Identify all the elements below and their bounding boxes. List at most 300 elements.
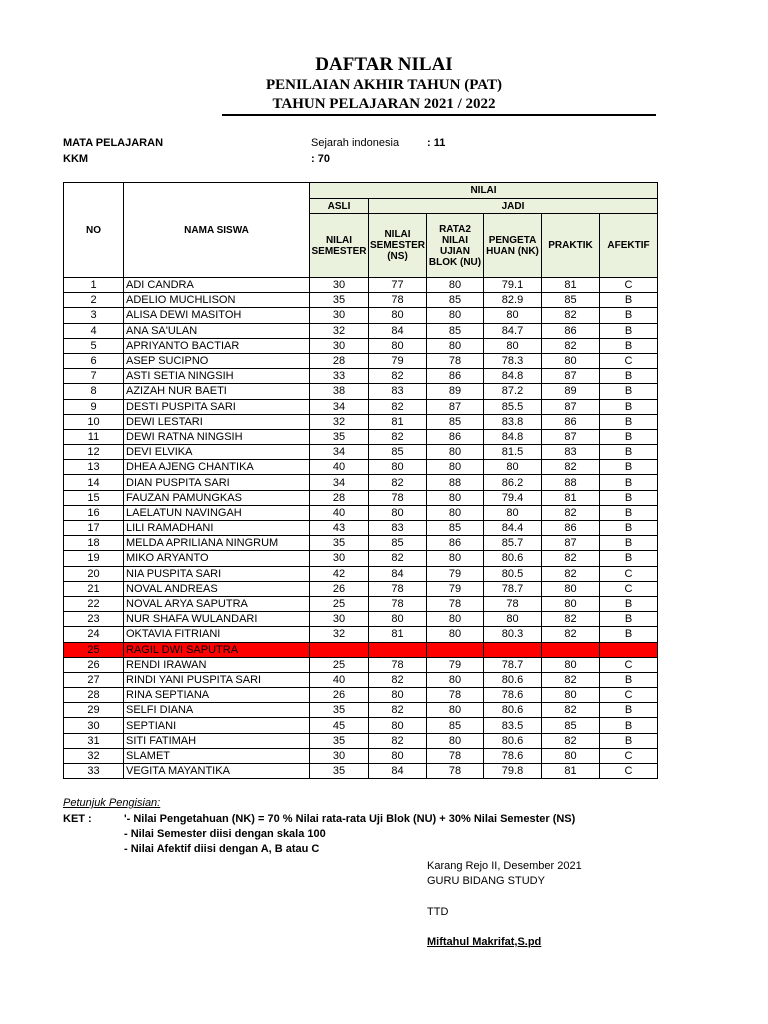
cell-nilai-semester-asli: 40 <box>310 505 369 520</box>
cell-nama-siswa: ASEP SUCIPNO <box>124 353 310 368</box>
cell-praktik: 80 <box>542 748 600 763</box>
cell-nilai-semester-ns: 77 <box>369 278 427 293</box>
cell-pengetahuan-nk: 78.6 <box>484 748 542 763</box>
table-row <box>64 703 658 718</box>
cell-rata2-nu: 80 <box>427 505 484 520</box>
cell-nama-siswa: SELFI DIANA <box>124 703 310 718</box>
cell-nilai-semester-asli: 35 <box>310 536 369 551</box>
cell-no: 7 <box>64 369 124 384</box>
cell-rata2-nu: 85 <box>427 323 484 338</box>
cell-no: 18 <box>64 536 124 551</box>
table-row <box>64 323 658 338</box>
cell-praktik: 83 <box>542 445 600 460</box>
cell-pengetahuan-nk: 81.5 <box>484 445 542 460</box>
cell-no: 23 <box>64 612 124 627</box>
cell-pengetahuan-nk: 82.9 <box>484 293 542 308</box>
class-value: : 11 <box>427 137 446 149</box>
cell-no: 4 <box>64 323 124 338</box>
cell-nilai-semester-asli <box>310 642 369 657</box>
cell-nilai-semester-ns <box>369 642 427 657</box>
cell-nilai-semester-asli: 45 <box>310 718 369 733</box>
cell-praktik: 86 <box>542 414 600 429</box>
cell-pengetahuan-nk: 83.5 <box>484 718 542 733</box>
header-rata2-nu: RATA2 NILAI UJIAN BLOK (NU) <box>427 214 484 278</box>
cell-rata2-nu: 80 <box>427 490 484 505</box>
signature-place-date: Karang Rejo II, Desember 2021 <box>427 860 582 872</box>
header-jadi: JADI <box>369 199 658 214</box>
table-row <box>64 429 658 444</box>
cell-pengetahuan-nk: 84.8 <box>484 429 542 444</box>
cell-pengetahuan-nk: 87.2 <box>484 384 542 399</box>
table-row <box>64 338 658 353</box>
cell-afektif: B <box>600 445 658 460</box>
cell-nilai-semester-ns: 82 <box>369 475 427 490</box>
cell-nama-siswa: OKTAVIA FITRIANI <box>124 627 310 642</box>
cell-nilai-semester-ns: 82 <box>369 551 427 566</box>
cell-rata2-nu: 85 <box>427 521 484 536</box>
cell-no: 1 <box>64 278 124 293</box>
cell-pengetahuan-nk: 80.6 <box>484 733 542 748</box>
cell-no: 32 <box>64 748 124 763</box>
cell-no: 11 <box>64 429 124 444</box>
cell-rata2-nu <box>427 642 484 657</box>
cell-no: 27 <box>64 672 124 687</box>
cell-afektif <box>600 642 658 657</box>
cell-rata2-nu: 78 <box>427 353 484 368</box>
cell-rata2-nu: 78 <box>427 764 484 779</box>
cell-afektif: B <box>600 536 658 551</box>
cell-rata2-nu: 80 <box>427 612 484 627</box>
table-row <box>64 353 658 368</box>
cell-nilai-semester-asli: 34 <box>310 475 369 490</box>
cell-nilai-semester-asli: 42 <box>310 566 369 581</box>
cell-nilai-semester-asli: 26 <box>310 581 369 596</box>
cell-praktik: 82 <box>542 338 600 353</box>
cell-rata2-nu: 78 <box>427 688 484 703</box>
cell-nilai-semester-ns: 85 <box>369 536 427 551</box>
cell-no: 30 <box>64 718 124 733</box>
cell-nilai-semester-ns: 84 <box>369 764 427 779</box>
cell-nilai-semester-asli: 33 <box>310 369 369 384</box>
cell-afektif: C <box>600 353 658 368</box>
cell-rata2-nu: 87 <box>427 399 484 414</box>
cell-nilai-semester-asli: 35 <box>310 703 369 718</box>
table-row <box>64 505 658 520</box>
cell-afektif: C <box>600 657 658 672</box>
table-row <box>64 551 658 566</box>
cell-nama-siswa: LAELATUN NAVINGAH <box>124 505 310 520</box>
cell-no: 17 <box>64 521 124 536</box>
cell-no: 6 <box>64 353 124 368</box>
cell-no: 10 <box>64 414 124 429</box>
cell-praktik: 82 <box>542 460 600 475</box>
cell-nilai-semester-ns: 78 <box>369 581 427 596</box>
cell-praktik: 82 <box>542 551 600 566</box>
cell-nilai-semester-asli: 25 <box>310 596 369 611</box>
cell-no: 15 <box>64 490 124 505</box>
cell-rata2-nu: 86 <box>427 536 484 551</box>
cell-afektif: B <box>600 490 658 505</box>
cell-nilai-semester-asli: 38 <box>310 384 369 399</box>
cell-nilai-semester-ns: 78 <box>369 490 427 505</box>
cell-praktik: 87 <box>542 536 600 551</box>
cell-afektif: C <box>600 688 658 703</box>
cell-praktik: 89 <box>542 384 600 399</box>
cell-afektif: B <box>600 399 658 414</box>
cell-pengetahuan-nk: 84.4 <box>484 521 542 536</box>
cell-nilai-semester-ns: 80 <box>369 718 427 733</box>
cell-rata2-nu: 86 <box>427 369 484 384</box>
table-row <box>64 445 658 460</box>
cell-nama-siswa: VEGITA MAYANTIKA <box>124 764 310 779</box>
cell-rata2-nu: 85 <box>427 414 484 429</box>
cell-praktik: 82 <box>542 566 600 581</box>
table-row <box>64 490 658 505</box>
cell-praktik: 88 <box>542 475 600 490</box>
cell-pengetahuan-nk: 84.7 <box>484 323 542 338</box>
header-praktik: PRAKTIK <box>542 214 600 278</box>
cell-nama-siswa: ADI CANDRA <box>124 278 310 293</box>
header-pengetahuan-nk: PENGETA HUAN (NK) <box>484 214 542 278</box>
cell-nilai-semester-asli: 35 <box>310 764 369 779</box>
cell-praktik: 82 <box>542 672 600 687</box>
cell-rata2-nu: 80 <box>427 460 484 475</box>
cell-nilai-semester-asli: 28 <box>310 490 369 505</box>
header-afektif: AFEKTIF <box>600 214 658 278</box>
cell-nama-siswa: APRIYANTO BACTIAR <box>124 338 310 353</box>
cell-no: 25 <box>64 642 124 657</box>
cell-nama-siswa: RAGIL DWI SAPUTRA <box>124 642 310 657</box>
cell-praktik: 82 <box>542 612 600 627</box>
cell-nilai-semester-asli: 40 <box>310 460 369 475</box>
cell-nilai-semester-ns: 79 <box>369 353 427 368</box>
cell-afektif: C <box>600 581 658 596</box>
academic-year: TAHUN PELAJARAN 2021 / 2022 <box>272 96 496 112</box>
cell-nama-siswa: MELDA APRILIANA NINGRUM <box>124 536 310 551</box>
cell-nama-siswa: DEWI RATNA NINGSIH <box>124 429 310 444</box>
cell-nilai-semester-ns: 80 <box>369 338 427 353</box>
cell-nama-siswa: NOVAL ANDREAS <box>124 581 310 596</box>
table-row <box>64 278 658 293</box>
cell-nama-siswa: ADELIO MUCHLISON <box>124 293 310 308</box>
cell-praktik: 86 <box>542 323 600 338</box>
cell-nilai-semester-ns: 82 <box>369 429 427 444</box>
cell-nilai-semester-ns: 83 <box>369 521 427 536</box>
cell-nama-siswa: NOVAL ARYA SAPUTRA <box>124 596 310 611</box>
cell-no: 3 <box>64 308 124 323</box>
cell-nama-siswa: RENDI IRAWAN <box>124 657 310 672</box>
signature-ttd: TTD <box>427 906 449 918</box>
cell-nilai-semester-asli: 30 <box>310 278 369 293</box>
cell-nilai-semester-ns: 78 <box>369 657 427 672</box>
cell-rata2-nu: 80 <box>427 672 484 687</box>
cell-praktik: 82 <box>542 733 600 748</box>
cell-pengetahuan-nk: 80.6 <box>484 703 542 718</box>
table-row <box>64 566 658 581</box>
cell-nama-siswa: RINDI YANI PUSPITA SARI <box>124 672 310 687</box>
table-row <box>64 581 658 596</box>
cell-rata2-nu: 78 <box>427 596 484 611</box>
cell-rata2-nu: 89 <box>427 384 484 399</box>
cell-nilai-semester-asli: 35 <box>310 293 369 308</box>
cell-nilai-semester-ns: 84 <box>369 323 427 338</box>
cell-pengetahuan-nk: 79.4 <box>484 490 542 505</box>
cell-praktik: 87 <box>542 369 600 384</box>
cell-nilai-semester-asli: 35 <box>310 733 369 748</box>
table-row <box>64 748 658 763</box>
cell-pengetahuan-nk: 84.8 <box>484 369 542 384</box>
cell-afektif: B <box>600 293 658 308</box>
cell-afektif: B <box>600 338 658 353</box>
cell-rata2-nu: 80 <box>427 627 484 642</box>
cell-afektif: C <box>600 764 658 779</box>
title-underline <box>222 114 656 116</box>
cell-pengetahuan-nk: 78 <box>484 596 542 611</box>
cell-afektif: B <box>600 308 658 323</box>
cell-praktik: 80 <box>542 688 600 703</box>
document-title: DAFTAR NILAI <box>315 54 453 75</box>
cell-rata2-nu: 79 <box>427 566 484 581</box>
cell-no: 19 <box>64 551 124 566</box>
table-row <box>64 764 658 779</box>
subject-value: Sejarah indonesia <box>311 137 400 149</box>
cell-nilai-semester-ns: 78 <box>369 293 427 308</box>
cell-nilai-semester-ns: 82 <box>369 672 427 687</box>
cell-no: 16 <box>64 505 124 520</box>
note-line-1: '- Nilai Pengetahuan (NK) = 70 % Nilai rata-rata Uji Blok (NU) + 30% Nilai Semester (NS) <box>124 813 576 825</box>
header-nilai: NILAI <box>310 183 658 199</box>
header-nilai-semester-ns: NILAI SEMESTER (NS) <box>369 214 427 278</box>
cell-pengetahuan-nk: 86.2 <box>484 475 542 490</box>
cell-praktik: 87 <box>542 429 600 444</box>
cell-pengetahuan-nk: 85.7 <box>484 536 542 551</box>
table-row <box>64 733 658 748</box>
cell-pengetahuan-nk: 80 <box>484 460 542 475</box>
cell-pengetahuan-nk: 79.1 <box>484 278 542 293</box>
cell-nilai-semester-ns: 83 <box>369 384 427 399</box>
cell-nilai-semester-ns: 80 <box>369 612 427 627</box>
cell-praktik: 81 <box>542 278 600 293</box>
document-subtitle: PENILAIAN AKHIR TAHUN (PAT) <box>266 77 502 93</box>
cell-nilai-semester-asli: 30 <box>310 748 369 763</box>
cell-no: 13 <box>64 460 124 475</box>
cell-nama-siswa: LILI RAMADHANI <box>124 521 310 536</box>
cell-praktik: 80 <box>542 581 600 596</box>
grades-table <box>63 182 658 779</box>
cell-praktik: 85 <box>542 293 600 308</box>
cell-nilai-semester-ns: 82 <box>369 733 427 748</box>
cell-nilai-semester-asli: 25 <box>310 657 369 672</box>
table-row <box>64 414 658 429</box>
cell-rata2-nu: 78 <box>427 748 484 763</box>
ket-label: KET : <box>63 813 92 825</box>
cell-nilai-semester-asli: 28 <box>310 353 369 368</box>
cell-nama-siswa: ANA SA'ULAN <box>124 323 310 338</box>
instructions-heading: Petunjuk Pengisian: <box>63 797 161 809</box>
table-row <box>64 399 658 414</box>
header-nilai-semester-asli: NILAI SEMESTER <box>310 214 369 278</box>
cell-nilai-semester-asli: 32 <box>310 627 369 642</box>
cell-nilai-semester-asli: 30 <box>310 338 369 353</box>
cell-afektif: B <box>600 703 658 718</box>
cell-pengetahuan-nk: 80.6 <box>484 672 542 687</box>
cell-praktik: 81 <box>542 490 600 505</box>
cell-nilai-semester-asli: 30 <box>310 551 369 566</box>
cell-no: 20 <box>64 566 124 581</box>
cell-rata2-nu: 80 <box>427 445 484 460</box>
cell-afektif: B <box>600 672 658 687</box>
cell-pengetahuan-nk: 80 <box>484 505 542 520</box>
cell-nilai-semester-asli: 34 <box>310 445 369 460</box>
cell-rata2-nu: 80 <box>427 338 484 353</box>
table-row <box>64 293 658 308</box>
cell-nilai-semester-ns: 84 <box>369 566 427 581</box>
cell-rata2-nu: 86 <box>427 429 484 444</box>
cell-praktik: 86 <box>542 521 600 536</box>
cell-nama-siswa: DEWI LESTARI <box>124 414 310 429</box>
cell-pengetahuan-nk <box>484 642 542 657</box>
cell-rata2-nu: 79 <box>427 657 484 672</box>
cell-nama-siswa: SEPTIANI <box>124 718 310 733</box>
cell-praktik: 80 <box>542 657 600 672</box>
cell-nama-siswa: FAUZAN PAMUNGKAS <box>124 490 310 505</box>
cell-nama-siswa: MIKO ARYANTO <box>124 551 310 566</box>
cell-afektif: C <box>600 278 658 293</box>
note-line-2: - Nilai Semester diisi dengan skala 100 <box>124 828 326 840</box>
cell-afektif: B <box>600 323 658 338</box>
cell-pengetahuan-nk: 78.7 <box>484 581 542 596</box>
cell-nilai-semester-ns: 82 <box>369 399 427 414</box>
cell-praktik: 85 <box>542 718 600 733</box>
cell-afektif: C <box>600 748 658 763</box>
table-row <box>64 612 658 627</box>
cell-praktik: 80 <box>542 353 600 368</box>
cell-nilai-semester-ns: 82 <box>369 703 427 718</box>
teacher-name: Miftahul Makrifat,S.pd <box>427 936 542 948</box>
cell-no: 28 <box>64 688 124 703</box>
cell-praktik: 81 <box>542 764 600 779</box>
cell-praktik <box>542 642 600 657</box>
header-asli: ASLI <box>310 199 369 214</box>
cell-afektif: B <box>600 384 658 399</box>
cell-nilai-semester-asli: 32 <box>310 414 369 429</box>
cell-nilai-semester-ns: 81 <box>369 414 427 429</box>
cell-pengetahuan-nk: 78.6 <box>484 688 542 703</box>
cell-afektif: B <box>600 369 658 384</box>
cell-afektif: B <box>600 460 658 475</box>
header-nama-siswa: NAMA SISWA <box>124 183 310 278</box>
note-line-3: - Nilai Afektif diisi dengan A, B atau C <box>124 843 320 855</box>
cell-rata2-nu: 80 <box>427 278 484 293</box>
cell-nama-siswa: DESTI PUSPITA SARI <box>124 399 310 414</box>
cell-nilai-semester-ns: 80 <box>369 308 427 323</box>
cell-no: 29 <box>64 703 124 718</box>
cell-nilai-semester-asli: 40 <box>310 672 369 687</box>
cell-nilai-semester-ns: 80 <box>369 460 427 475</box>
cell-nilai-semester-asli: 26 <box>310 688 369 703</box>
cell-nilai-semester-asli: 35 <box>310 429 369 444</box>
cell-afektif: B <box>600 429 658 444</box>
header-no: NO <box>64 183 124 278</box>
cell-afektif: B <box>600 551 658 566</box>
cell-afektif: B <box>600 505 658 520</box>
cell-pengetahuan-nk: 85.5 <box>484 399 542 414</box>
table-row <box>64 521 658 536</box>
cell-pengetahuan-nk: 80 <box>484 338 542 353</box>
cell-pengetahuan-nk: 83.8 <box>484 414 542 429</box>
cell-rata2-nu: 80 <box>427 703 484 718</box>
kkm-label: KKM <box>63 153 89 165</box>
cell-nilai-semester-asli: 34 <box>310 399 369 414</box>
cell-no: 26 <box>64 657 124 672</box>
cell-praktik: 82 <box>542 703 600 718</box>
cell-afektif: B <box>600 521 658 536</box>
cell-afektif: B <box>600 475 658 490</box>
cell-nama-siswa: RINA SEPTIANA <box>124 688 310 703</box>
cell-nilai-semester-ns: 82 <box>369 369 427 384</box>
cell-nilai-semester-ns: 80 <box>369 688 427 703</box>
table-row <box>64 460 658 475</box>
cell-no: 31 <box>64 733 124 748</box>
cell-rata2-nu: 79 <box>427 581 484 596</box>
cell-nilai-semester-asli: 30 <box>310 612 369 627</box>
cell-no: 12 <box>64 445 124 460</box>
cell-afektif: B <box>600 627 658 642</box>
cell-pengetahuan-nk: 80.3 <box>484 627 542 642</box>
cell-rata2-nu: 80 <box>427 551 484 566</box>
cell-pengetahuan-nk: 78.7 <box>484 657 542 672</box>
table-row <box>64 672 658 687</box>
cell-afektif: B <box>600 612 658 627</box>
cell-afektif: C <box>600 566 658 581</box>
table-row <box>64 384 658 399</box>
cell-afektif: B <box>600 718 658 733</box>
cell-praktik: 82 <box>542 627 600 642</box>
cell-no: 2 <box>64 293 124 308</box>
cell-pengetahuan-nk: 80.6 <box>484 551 542 566</box>
table-row <box>64 657 658 672</box>
cell-nama-siswa: DIAN PUSPITA SARI <box>124 475 310 490</box>
cell-nama-siswa: SITI FATIMAH <box>124 733 310 748</box>
table-row <box>64 642 658 657</box>
table-row <box>64 308 658 323</box>
cell-pengetahuan-nk: 79.8 <box>484 764 542 779</box>
cell-afektif: B <box>600 414 658 429</box>
cell-nama-siswa: NIA PUSPITA SARI <box>124 566 310 581</box>
table-row <box>64 536 658 551</box>
cell-praktik: 87 <box>542 399 600 414</box>
cell-no: 22 <box>64 596 124 611</box>
cell-no: 9 <box>64 399 124 414</box>
cell-rata2-nu: 80 <box>427 308 484 323</box>
cell-pengetahuan-nk: 80 <box>484 612 542 627</box>
cell-no: 33 <box>64 764 124 779</box>
cell-nama-siswa: DEVI ELVIKA <box>124 445 310 460</box>
cell-nama-siswa: SLAMET <box>124 748 310 763</box>
cell-pengetahuan-nk: 80 <box>484 308 542 323</box>
cell-rata2-nu: 85 <box>427 293 484 308</box>
cell-nilai-semester-ns: 78 <box>369 596 427 611</box>
table-row <box>64 627 658 642</box>
table-row <box>64 475 658 490</box>
cell-nama-siswa: ASTI SETIA NINGSIH <box>124 369 310 384</box>
table-row <box>64 718 658 733</box>
signature-role: GURU BIDANG STUDY <box>427 875 545 887</box>
cell-no: 8 <box>64 384 124 399</box>
cell-nama-siswa: NUR SHAFA WULANDARI <box>124 612 310 627</box>
cell-afektif: B <box>600 733 658 748</box>
cell-no: 14 <box>64 475 124 490</box>
